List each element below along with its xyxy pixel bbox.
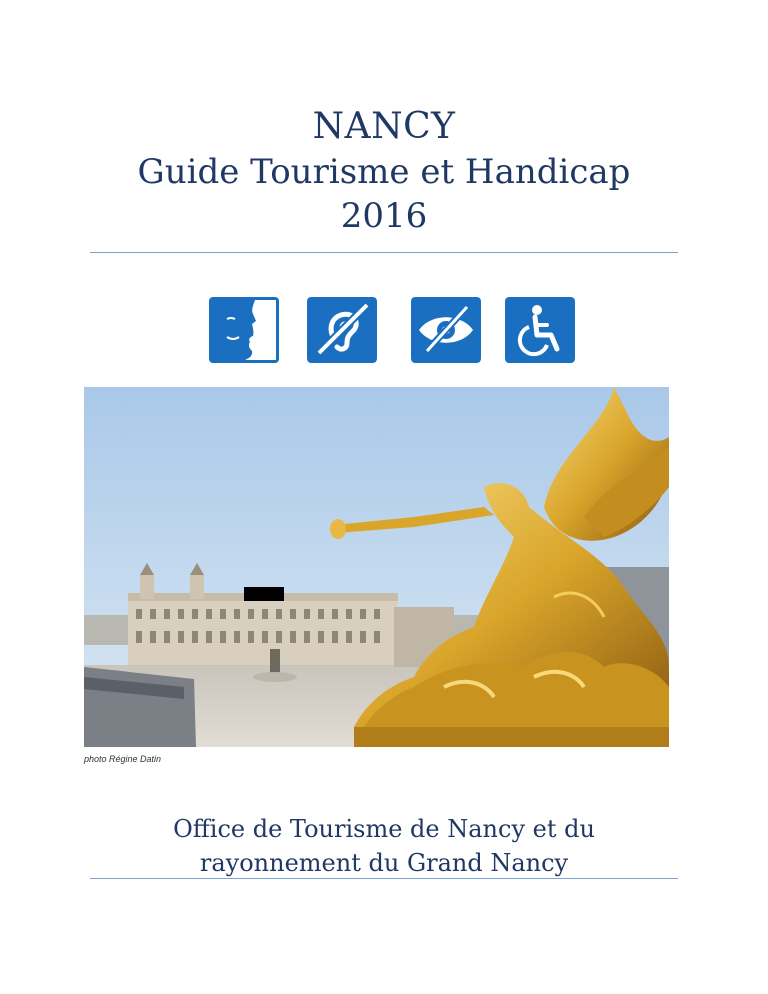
guide-year: 2016 [340,196,428,236]
title-divider [90,252,678,253]
mental-disability-icon [209,297,279,363]
accessibility-icons [0,297,768,365]
footer-divider [90,878,678,879]
publisher-line-1: Office de Tourisme de Nancy et du [173,815,595,843]
visual-disability-icon [411,297,481,363]
wheelchair-icon [505,297,575,363]
guide-subtitle: Guide Tourisme et Handicap [137,152,631,192]
city-title: NANCY [312,106,456,147]
publisher-line-2: rayonnement du Grand Nancy [199,849,569,877]
publisher-name [0,812,768,880]
place-stanislas-photo [84,387,669,747]
hearing-disability-icon [307,297,377,363]
cover-title [0,104,768,238]
photo-credit: photo Régine Datin [84,754,162,764]
